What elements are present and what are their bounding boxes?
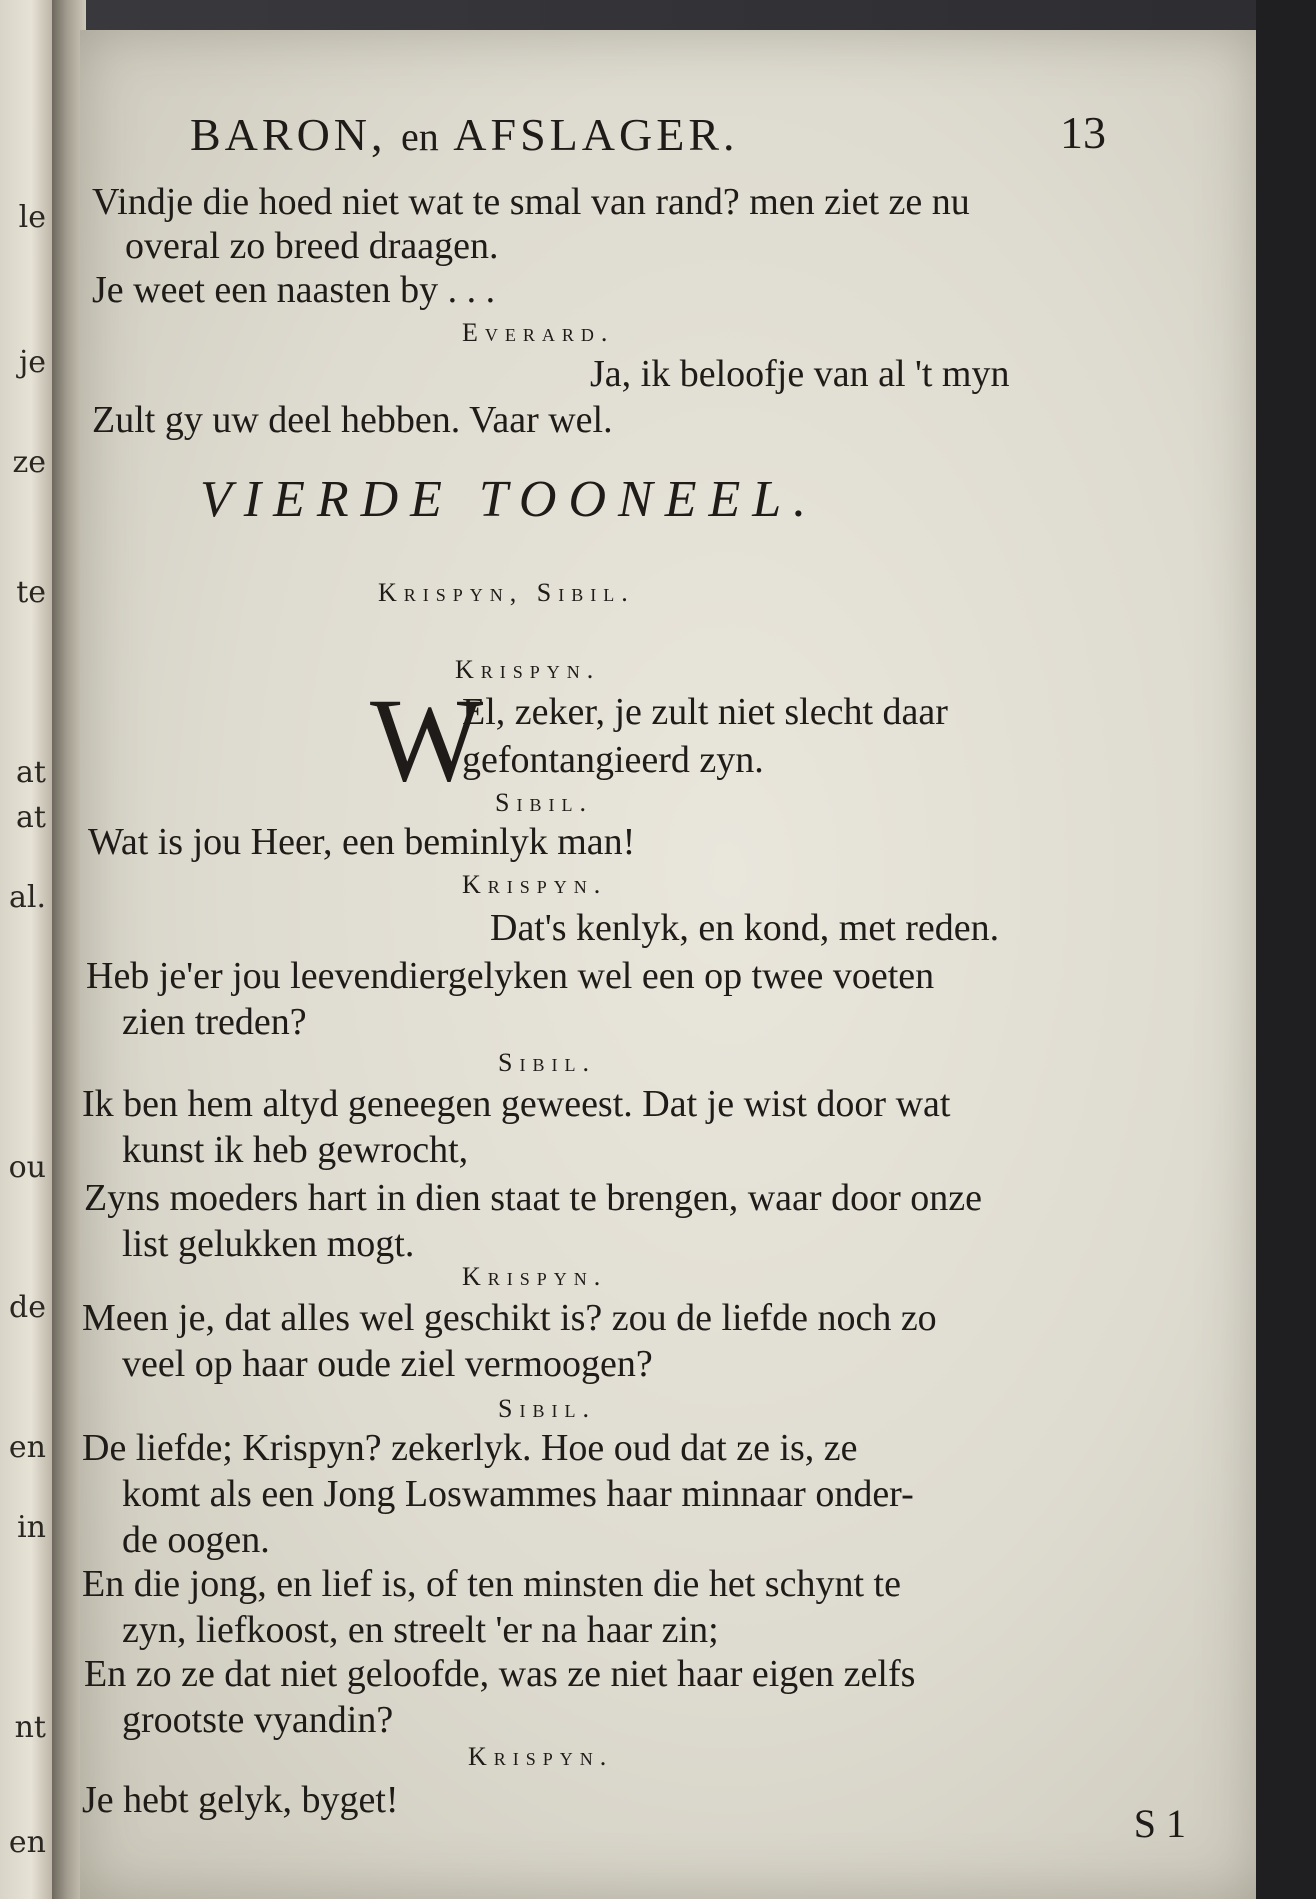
background-edge — [1256, 0, 1316, 1899]
text-line: Vindje die hoed niet wat te smal van rand? men ziet ze nu — [92, 181, 970, 223]
margin-fragment: ou — [8, 1150, 46, 1185]
text-line: Wat is jou Heer, een beminlyk man! — [88, 821, 636, 863]
text-line: Dat's kenlyk, en kond, met reden. — [490, 907, 1000, 949]
text-line: overal zo breed draagen. — [125, 225, 499, 267]
margin-fragment: te — [16, 575, 46, 610]
margin-fragment: in — [17, 1510, 46, 1545]
text-line: Heb je'er jou leevendiergelyken wel een op twee voeten — [86, 955, 935, 997]
text-line: De liefde; Krispyn? zekerlyk. Hoe oud dat ze is, ze — [82, 1427, 858, 1469]
margin-fragment: en — [8, 1430, 46, 1465]
margin-fragment: je — [18, 345, 46, 380]
cast-list: Krispyn, Sibil. — [378, 578, 635, 607]
speaker-name: Sibil. — [495, 788, 593, 817]
margin-fragment: at — [16, 800, 46, 835]
speaker-name: Krispyn. — [455, 655, 601, 684]
text-line: El, zeker, je zult niet slecht daar — [462, 691, 948, 733]
text-line: Zyns moeders hart in dien staat te brengen, waar door onze — [84, 1177, 982, 1219]
running-header — [190, 108, 739, 161]
text-line: zyn, liefkoost, en streelt 'er na haar zin; — [122, 1609, 719, 1651]
text-line: Meen je, dat alles wel geschikt is? zou de liefde noch zo — [82, 1297, 937, 1339]
speaker-name: Sibil. — [498, 1048, 596, 1077]
text-line: kunst ik heb gewrocht, — [122, 1129, 469, 1171]
facing-page-edge — [0, 0, 52, 1899]
text-line: Ja, ik beloofje van al 't myn — [590, 353, 1010, 395]
header-title-part2: AFSLAGER. — [453, 109, 739, 160]
header-title-part1: BARON, — [190, 109, 387, 160]
text-line: gefontangieerd zyn. — [462, 739, 764, 781]
speaker-name: Krispyn. — [462, 870, 608, 899]
text-line: Je weet een naasten by . . . — [92, 269, 496, 311]
text-line: En die jong, en lief is, of ten minsten die het schynt te — [82, 1563, 901, 1605]
margin-fragment: en — [8, 1825, 46, 1860]
text-line: Zult gy uw deel hebben. Vaar wel. — [92, 399, 613, 441]
page-number: 13 — [1060, 107, 1106, 158]
margin-fragment: nt — [14, 1710, 46, 1745]
header-title-en: en — [401, 114, 439, 159]
text-line: grootste vyandin? — [122, 1699, 394, 1741]
text-line: Je hebt gelyk, byget! — [82, 1779, 399, 1821]
margin-fragment: ze — [12, 445, 46, 480]
speaker-name: Krispyn. — [462, 1262, 608, 1291]
margin-fragment: de — [9, 1290, 46, 1325]
text-line: Ik ben hem altyd geneegen geweest. Dat je wist door wat — [82, 1083, 951, 1125]
speaker-name: Everard. — [462, 318, 615, 347]
text-line: komt als een Jong Loswammes haar minnaar onder- — [122, 1473, 914, 1515]
speaker-name: Sibil. — [498, 1394, 596, 1423]
margin-fragment: at — [16, 755, 46, 790]
text-line: veel op haar oude ziel vermoogen? — [122, 1343, 653, 1385]
text-line: de oogen. — [122, 1519, 270, 1561]
text-line: En zo ze dat niet geloofde, was ze niet haar eigen zelfs — [84, 1653, 916, 1695]
text-line: list gelukken mogt. — [122, 1223, 415, 1265]
margin-fragment: le — [18, 200, 46, 235]
printer-signature: S 1 — [1133, 1801, 1186, 1846]
drop-capital: W — [370, 673, 484, 806]
margin-fragment: al. — [8, 880, 46, 915]
scene-title: VIERDE TOONEEL. — [200, 471, 819, 528]
text-line: zien treden? — [122, 1001, 307, 1043]
speaker-name: Krispyn. — [468, 1742, 614, 1771]
